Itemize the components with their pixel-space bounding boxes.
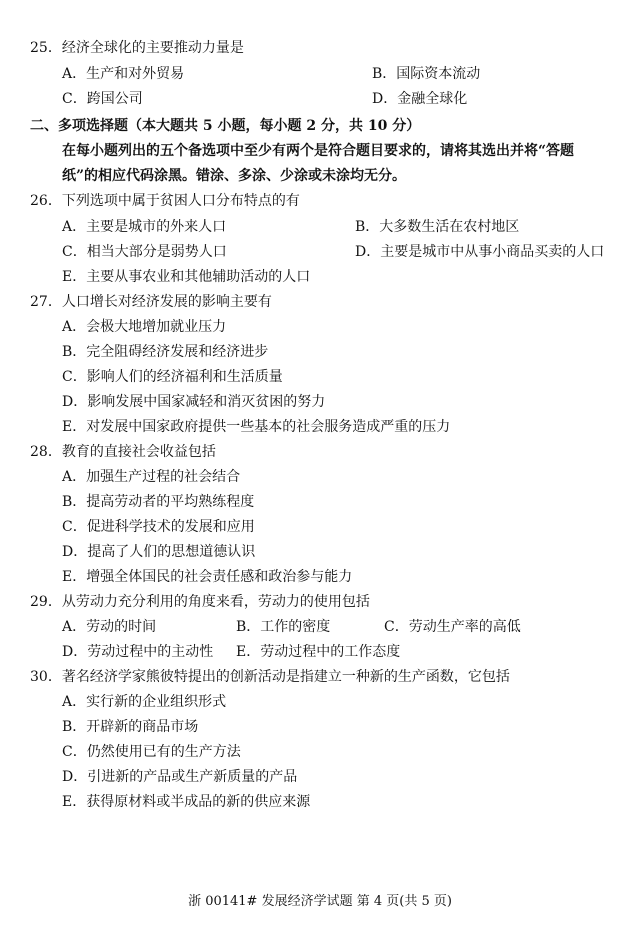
question-27-option-c: C．影响人们的经济福利和生活质量 [62, 369, 283, 385]
question-26-option-c: C．相当大部分是弱势人口 [62, 244, 227, 260]
question-30-option-d: D．引进新的产品或生产新质量的产品 [62, 769, 298, 785]
question-26-option-e: E．主要从事农业和其他辅助活动的人口 [62, 269, 311, 285]
question-26-option-a: A．主要是城市的外来人口 [62, 219, 227, 235]
question-30-stem: 30．著名经济学家熊彼特提出的创新活动是指建立一种新的生产函数，它包括 [30, 669, 510, 685]
question-26-option-d: D．主要是城市中从事小商品买卖的人口 [355, 244, 605, 260]
question-27-option-b: B．完全阻碍经济发展和经济进步 [62, 344, 269, 360]
question-30-option-e: E．获得原材料或半成品的新的供应来源 [62, 794, 311, 810]
question-28-option-d: D．提高了人们的思想道德认识 [62, 544, 256, 560]
question-28-option-e: E．增强全体国民的社会责任感和政治参与能力 [62, 569, 353, 585]
section-2-instruction-line-1: 在每小题列出的五个备选项中至少有两个是符合题目要求的，请将其选出并将“答题 [62, 143, 575, 159]
question-27-option-e: E．对发展中国家政府提供一些基本的社会服务造成严重的压力 [62, 419, 451, 435]
question-27-option-d: D．影响发展中国家减轻和消灭贫困的努力 [62, 394, 326, 410]
section-2-instruction-line-2: 纸”的相应代码涂黑。错涂、多涂、少涂或未涂均无分。 [62, 168, 407, 184]
question-29-stem: 29．从劳动力充分利用的角度来看，劳动力的使用包括 [30, 594, 370, 610]
question-27-option-a: A．会极大地增加就业压力 [62, 319, 227, 335]
question-25-option-b: B．国际资本流动 [372, 66, 481, 82]
question-29-option-e: E．劳动过程中的工作态度 [236, 644, 401, 660]
question-30-option-b: B．开辟新的商品市场 [62, 719, 199, 735]
question-25-option-c: C．跨国公司 [62, 91, 143, 107]
question-25-option-a: A．生产和对外贸易 [62, 66, 185, 82]
question-25-stem: 25．经济全球化的主要推动力量是 [30, 40, 244, 56]
question-28-stem: 28．教育的直接社会收益包括 [30, 444, 216, 460]
question-28-option-a: A．加强生产过程的社会结合 [62, 469, 241, 485]
question-30-option-c: C．仍然使用已有的生产方法 [62, 744, 241, 760]
question-29-option-a: A．劳动的时间 [62, 619, 157, 635]
section-2-heading: 二、多项选择题（本大题共 5 小题，每小题 2 分，共 10 分） [30, 118, 421, 134]
question-29-option-b: B．工作的密度 [236, 619, 331, 635]
question-29-option-c: C．劳动生产率的高低 [384, 619, 521, 635]
question-28-option-b: B．提高劳动者的平均熟练程度 [62, 494, 255, 510]
question-29-option-d: D．劳动过程中的主动性 [62, 644, 214, 660]
question-27-stem: 27．人口增长对经济发展的影响主要有 [30, 294, 272, 310]
question-28-option-c: C．促进科学技术的发展和应用 [62, 519, 255, 535]
question-26-option-b: B．大多数生活在农村地区 [355, 219, 520, 235]
question-30-option-a: A．实行新的企业组织形式 [62, 694, 227, 710]
page-footer: 浙 00141# 发展经济学试题 第 4 页(共 5 页) [188, 894, 452, 909]
question-25-option-d: D．金融全球化 [372, 91, 468, 107]
question-26-stem: 26．下列选项中属于贫困人口分布特点的有 [30, 193, 300, 209]
